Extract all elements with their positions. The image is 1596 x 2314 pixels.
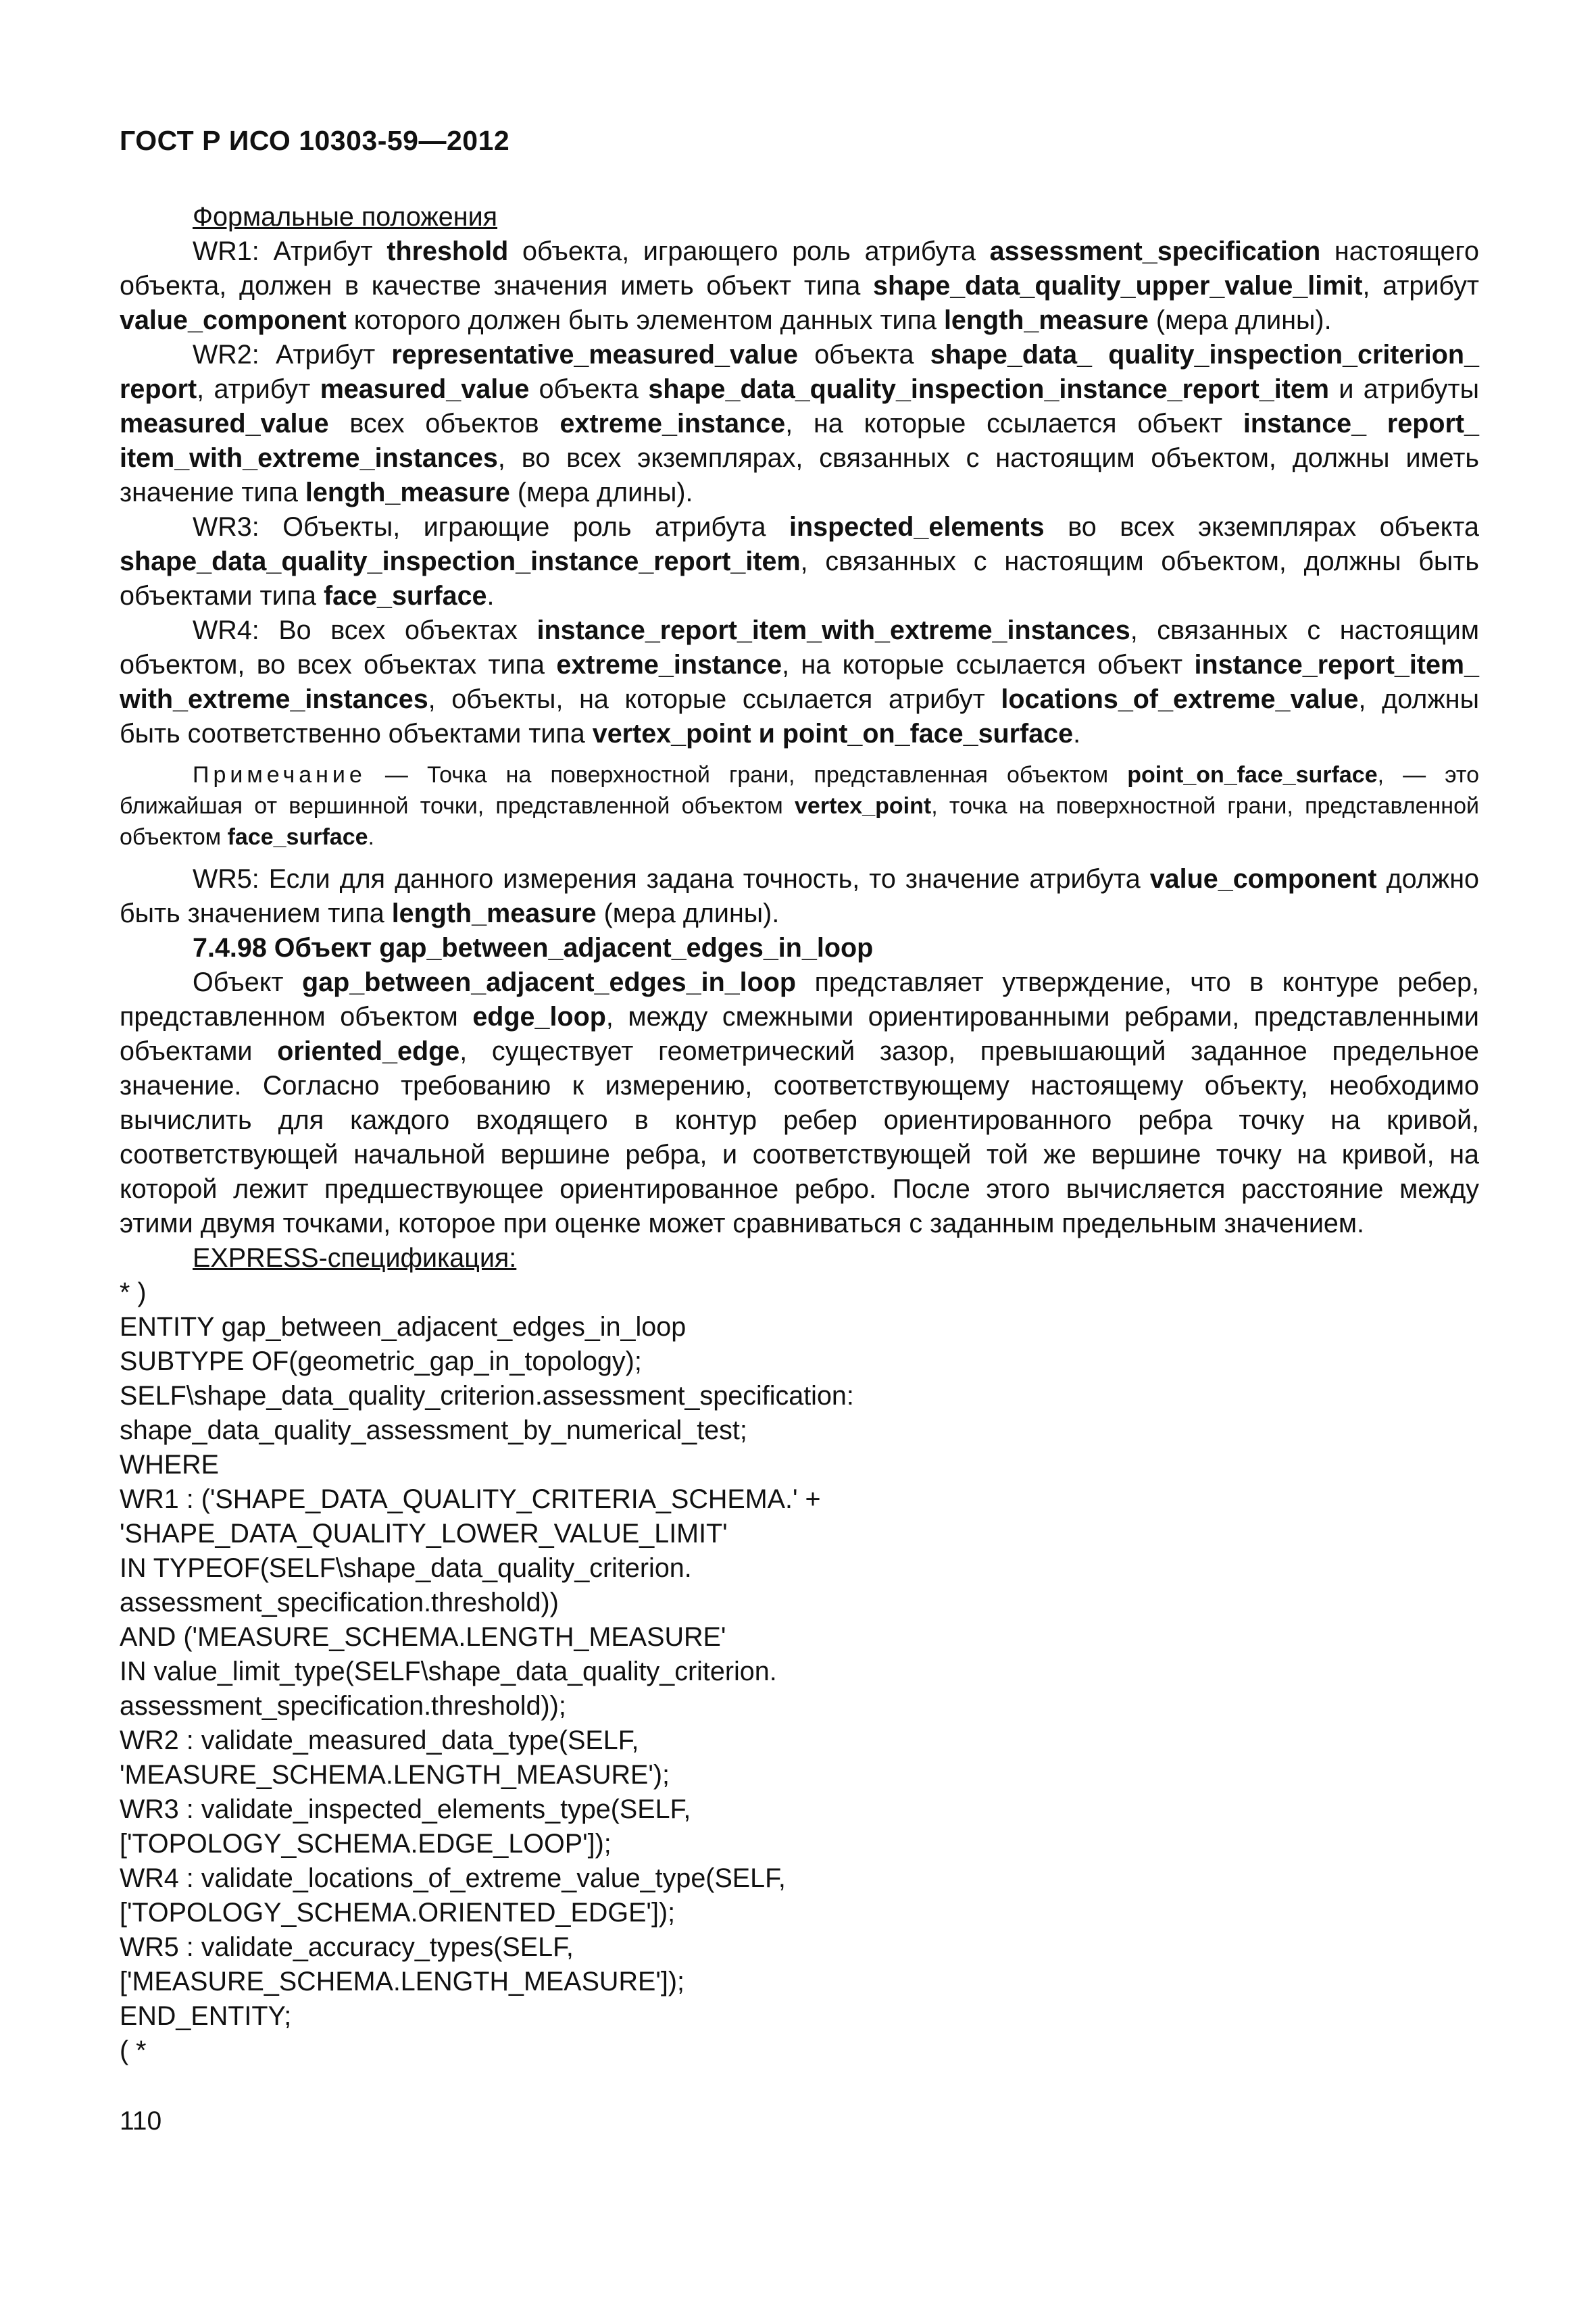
document-header: ГОСТ Р ИСО 10303-59—2012	[120, 125, 510, 156]
code-line: assessment_specification.threshold))	[120, 1588, 559, 1617]
code-line: ( *	[120, 2036, 147, 2065]
code-line: ENTITY gap_between_adjacent_edges_in_loop	[120, 1312, 687, 1342]
code-line: END_ENTITY;	[120, 2001, 292, 2031]
code-line: assessment_specification.threshold));	[120, 1691, 566, 1721]
code-line: ['MEASURE_SCHEMA.LENGTH_MEASURE']);	[120, 1967, 684, 1996]
code-line: SELF\shape_data_quality_criterion.assessment_specification:	[120, 1381, 854, 1411]
code-line: shape_data_quality_assessment_by_numerical_test;	[120, 1415, 747, 1445]
page-number: 110	[120, 2107, 162, 2136]
note-paragraph: Примечание — Точка на поверхностной грани, представленная объектом point_on_face_surface, — это ближайшая от вершинной точки, представленной объектом vertex_point, точка на поверхностной грани, представленной объектом face_surface.	[120, 762, 1479, 850]
code-line: WR3 : validate_inspected_elements_type(SELF,	[120, 1794, 691, 1824]
note-label: Примечание	[193, 762, 366, 788]
wr5-paragraph: WR5: Если для данного измерения задана точность, то значение атрибута value_component должно быть значением типа length_measure (мера длины).	[120, 864, 1479, 928]
code-line: WR5 : validate_accuracy_types(SELF,	[120, 1932, 574, 1962]
description-paragraph: Объект gap_between_adjacent_edges_in_loop представляет утверждение, что в контуре ребер, представленном объектом edge_loop, между смежными ориентированными ребрами, представленными объектами oriented_edge, существует геометрический зазор, превышающий заданное предельное значение. Согласно требованию к измерению, соответствующему настоящему объекту, необходимо вычислить для каждого входящего в контур ребер ориентированного ребра точку на кривой, соответствующей начальной вершине ребра, и соответствующей той же вершине точку на кривой, на которой лежит предшествующее ориентированное ребро. После этого вычисляется расстояние между этими двумя точками, которое при оценке может сравниваться с заданным предельным значением.	[120, 967, 1479, 1238]
code-line: IN value_limit_type(SELF\shape_data_quality_criterion.	[120, 1657, 777, 1686]
code-line: WHERE	[120, 1450, 220, 1480]
wr1-paragraph: WR1: Атрибут threshold объекта, играющего роль атрибута assessment_specification настоящего объекта, должен в качестве значения иметь объект типа shape_data_quality_upper_value_limit, атрибут value_component которого должен быть элементом данных типа length_measure (мера длины).	[120, 236, 1479, 335]
code-line: AND ('MEASURE_SCHEMA.LENGTH_MEASURE'	[120, 1622, 726, 1652]
code-line: WR4 : validate_locations_of_extreme_value_type(SELF,	[120, 1863, 786, 1893]
code-line: ['TOPOLOGY_SCHEMA.EDGE_LOOP']);	[120, 1829, 612, 1859]
code-line: IN TYPEOF(SELF\shape_data_quality_criterion.	[120, 1553, 692, 1583]
code-line: 'MEASURE_SCHEMA.LENGTH_MEASURE');	[120, 1760, 670, 1790]
wr2-paragraph: WR2: Атрибут representative_measured_value объекта shape_data_ quality_inspection_criterion_ report, атрибут measured_value объекта shape_data_quality_inspection_instance_report_item и атрибуты measured_value всех объектов extreme_instance, на которые ссылается объект instance_ report_ item_with_extreme_instances, во всех экземплярах, связанных с настоящим объектом, должны иметь значение типа length_measure (мера длины).	[120, 340, 1480, 507]
code-line: WR2 : validate_measured_data_type(SELF,	[120, 1726, 639, 1755]
wr3-paragraph: WR3: Объекты, играющие роль атрибута inspected_elements во всех экземплярах объекта shape_data_quality_inspection_instance_report_item, связанных с настоящим объектом, должны быть объектами типа face_surface.	[120, 512, 1479, 611]
wr4-paragraph: WR4: Во всех объектах instance_report_item_with_extreme_instances, связанных с настоящим объектом, во всех объектах типа extreme_instance, на которые ссылается объект instance_report_item_ with_extreme_instances, объекты, на которые ссылается атрибут locations_of_extreme_value, должны быть соответственно объектами типа vertex_point и point_on_face_surface.	[120, 615, 1480, 749]
code-line: WR1 : ('SHAPE_DATA_QUALITY_CRITERIA_SCHEMA.' +	[120, 1484, 821, 1514]
section-heading: 7.4.98 Объект gap_between_adjacent_edges_in_loop	[193, 933, 874, 963]
code-line: ['TOPOLOGY_SCHEMA.ORIENTED_EDGE']);	[120, 1898, 676, 1928]
express-heading: EXPRESS-спецификация:	[193, 1243, 517, 1273]
express-code-block	[120, 1276, 1479, 2068]
code-line: SUBTYPE OF(geometric_gap_in_topology);	[120, 1347, 642, 1376]
formal-provisions-heading: Формальные положения	[193, 202, 498, 232]
code-line: * )	[120, 1278, 147, 1307]
document-body	[120, 200, 1479, 2068]
code-line: 'SHAPE_DATA_QUALITY_LOWER_VALUE_LIMIT'	[120, 1519, 728, 1549]
